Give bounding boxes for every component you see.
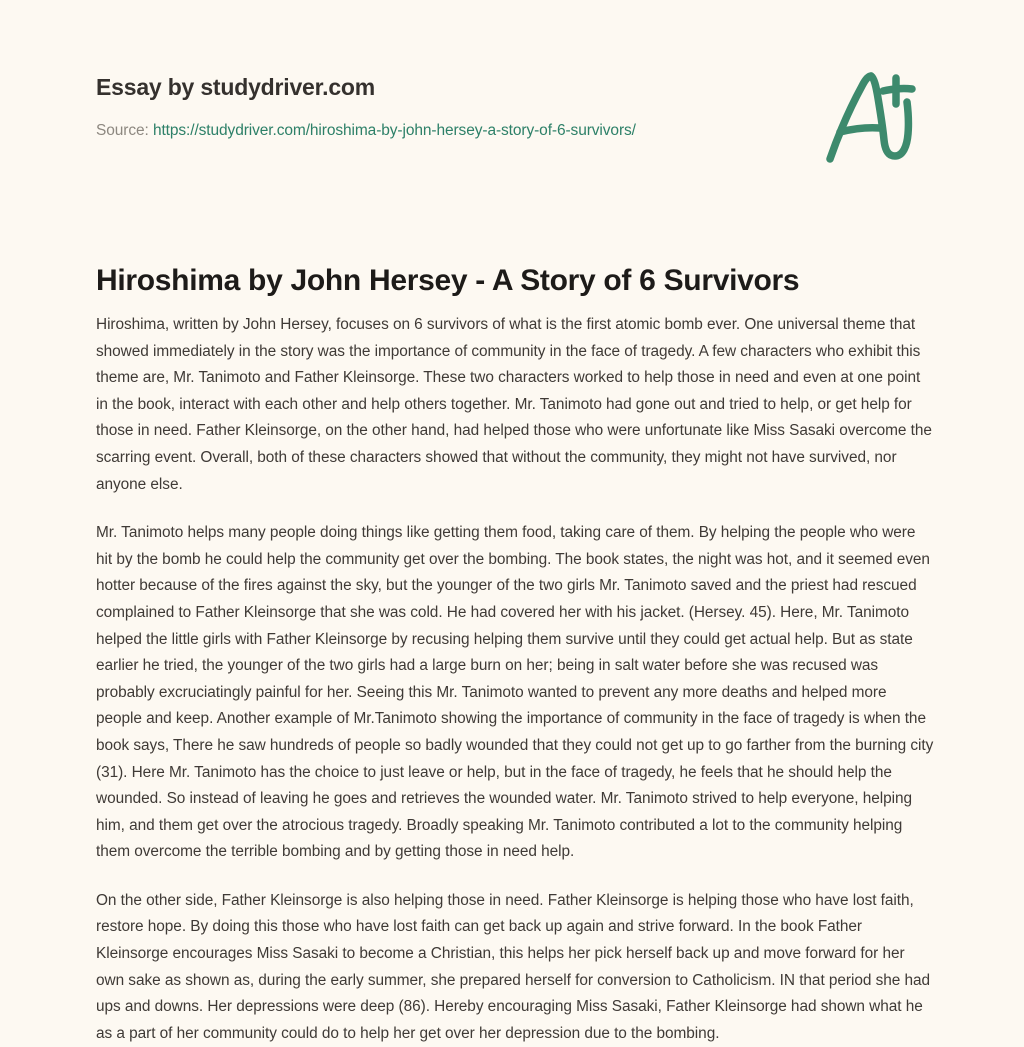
essay-paragraph: Mr. Tanimoto helps many people doing things like getting them food, taking care of them. By helping the people who were hit by the bomb he could help the community get over the bombing. The book states, the night was hot, and it seemed even hotter because of the fires against the sky, but the younger of the two girls Mr. Tanimoto saved and the priest had rescued complained to Father Kleinsorge that she was cold. He had covered her with his jacket. (Hersey. 45). Here, Mr. Tanimoto helped the little girls with Father Kleinsorge by recusing helping them survive until they could get actual help. But as state earlier he tried, the younger of the two girls had a large burn on her; being in salt water before she was recused was probably excruciatingly painful for her. Seeing this Mr. Tanimoto wanted to prevent any more deaths and helped more people and keep. Another example of Mr.Tanimoto showing the importance of community in the face of tragedy is when the book says, There he saw hundreds of people so badly wounded that they could not get up to go farther from the burning city (31). Here Mr. Tanimoto has the choice to just leave or help, but in the face of tragedy, he feels that he should help the wounded. So instead of leaving he goes and retrieves the wounded water. Mr. Tanimoto strived to help everyone, helping him, and them get over the atrocious tragedy. Broadly speaking Mr. Tanimoto contributed a lot to the community helping them overcome the terrible bombing and by getting those in need help. xyxy=(96,524,934,861)
page-header xyxy=(0,0,1024,200)
essay-paragraph: Hiroshima, written by John Hersey, focuses on 6 survivors of what is the first atomic bomb ever. One universal theme that showed immediately in the story was the importance of community in the face of tragedy. A few characters who exhibit this theme are, Mr. Tanimoto and Father Kleinsorge. These two characters worked to help those in need and even at one point in the book, interact with each other and help others together. Mr. Tanimoto had gone out and tried to help, or get help for those in need. Father Kleinsorge, on the other hand, had helped those who were unfortunate like Miss Sasaki overcome the scarring event. Overall, both of these characters showed that without the community, they might not have survived, nor anyone else. xyxy=(96,316,932,493)
source-line xyxy=(96,122,636,140)
studydriver-aplus-logo xyxy=(812,58,932,173)
essay-byline: Essay by studydriver.com xyxy=(96,74,376,100)
aplus-logo-icon xyxy=(812,58,932,173)
essay-body xyxy=(96,312,934,1047)
page-title: Hiroshima by John Hersey - A Story of 6 Survivors xyxy=(96,264,800,298)
source-url-link[interactable]: https://studydriver.com/hiroshima-by-john-hersey-a-story-of-6-survivors/ xyxy=(152,122,636,139)
source-label: Source: xyxy=(96,122,149,139)
essay-paragraph: On the other side, Father Kleinsorge is also helping those in need. Father Kleinsorge is helping those who have lost faith, restore hope. By doing this those who have lost faith can get back up again and strive forward. In the book Father Kleinsorge encourages Miss Sasaki to become a Christian, this helps her pick herself back up and move forward for her own sake as shown as, during the early summer, she prepared herself for conversion to Catholicism. IN that period she had ups and downs. Her depressions were deep (86). Hereby encouraging Miss Sasaki, Father Kleinsorge had shown what he as a part of her community could do to help her get over her depression due to the bombing. xyxy=(96,891,931,1042)
